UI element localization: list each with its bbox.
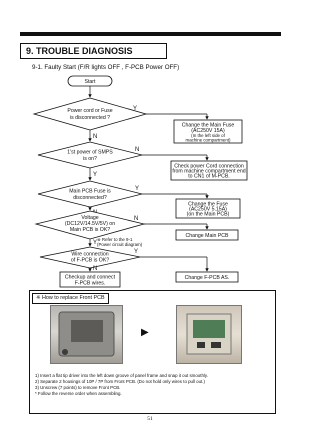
action-check-power-cord-line2: from machine compartment end bbox=[172, 168, 246, 175]
decision-voltage-line2: (DC12V/14.5V/5V) on bbox=[64, 221, 116, 227]
action-change-main-fuse-line1: Change the Main Fuse bbox=[181, 122, 235, 129]
action-change-main-fuse-line4: machine compartment) bbox=[185, 137, 231, 143]
subtitle: 9-1. Faulty Start (F/R lights OFF , F-PCB Power OFF) bbox=[32, 64, 180, 71]
arrow-right-icon: ▶ bbox=[141, 327, 149, 338]
decision-voltage-line1: Voltage bbox=[81, 215, 99, 221]
howto-step: 2) Separate 2 housings of 10P / 7P from Front PCB. (Do not hold only wires to pull out.) bbox=[35, 379, 205, 384]
action-change-fuse-line2: (AC250V 5.15A) bbox=[189, 206, 227, 213]
action-change-fuse-line1: Change the Fuse bbox=[188, 201, 228, 208]
yes-label: Y bbox=[93, 240, 98, 246]
note-line1: ※ Refer to the 9-1 bbox=[97, 237, 133, 242]
decision-main-pcb-fuse-line1: Main PCB Fuse is bbox=[69, 188, 111, 195]
page-number: 51 bbox=[147, 416, 153, 422]
yes-label: Y bbox=[133, 106, 138, 112]
action-change-main-fuse-line2: (AC250V 15A) bbox=[191, 128, 225, 134]
action-checkup-fpcb-wires-line2: F-PCB wires. bbox=[74, 280, 106, 287]
no-label: N bbox=[93, 266, 98, 272]
action-change-main-fuse-line3: (In the left side of bbox=[191, 133, 225, 138]
no-label: N bbox=[93, 134, 98, 140]
action-checkup-fpcb-wires-line1: Checkup and connect bbox=[64, 274, 116, 281]
howto-step: 1) Insert a flat tip driver into the left down groove of panel frame and snap it out smoothly. bbox=[35, 373, 208, 378]
no-label: N bbox=[134, 216, 139, 222]
yes-label: Y bbox=[93, 172, 98, 178]
decision-smps-line2: is on? bbox=[83, 156, 97, 162]
howto-step-note: * Follow the reverse order when assembling. bbox=[35, 391, 122, 396]
howto-steps bbox=[35, 373, 271, 397]
decision-smps-line1: 1'st power of SMPS bbox=[67, 149, 113, 156]
front-panel-photo bbox=[50, 305, 123, 364]
front-panel-illustration bbox=[51, 306, 122, 363]
howto-panel bbox=[29, 290, 276, 414]
yes-label: Y bbox=[135, 186, 140, 192]
howto-step: 3) Unscrew (7 points) to remove Front PCB. bbox=[35, 385, 121, 390]
start-label: Start bbox=[84, 79, 96, 85]
front-pcb-photo bbox=[176, 305, 242, 364]
no-label: N bbox=[135, 147, 140, 153]
decision-power-cord bbox=[34, 98, 146, 130]
note-line2: (Power circuit diagram) bbox=[97, 242, 143, 247]
yes-label: Y bbox=[134, 249, 139, 255]
action-check-power-cord-line3: to CN1 of M-PCB. bbox=[188, 173, 230, 180]
howto-title: ※ How to replace Front PCB bbox=[32, 293, 109, 304]
action-check-power-cord-line1: Check power Cord connection bbox=[174, 163, 244, 170]
decision-power-cord-line1: Power cord or Fuse bbox=[67, 108, 113, 114]
action-change-fpcb-label: Change F-PCB AS. bbox=[184, 275, 230, 281]
decision-wire-connection-line2: of F-PCB is OK? bbox=[70, 257, 110, 264]
decision-voltage-line3: Main PCB is OK? bbox=[69, 227, 111, 233]
front-pcb-illustration bbox=[177, 306, 241, 363]
decision-main-pcb-fuse-line2: disconnected? bbox=[73, 195, 107, 201]
action-change-fuse-line3: (on the Main PCB) bbox=[186, 211, 230, 218]
decision-wire-connection-line1: Wire connection bbox=[71, 251, 109, 258]
section-title: 9. TROUBLE DIAGNOSIS bbox=[20, 43, 167, 59]
decision-power-cord-line2: is disconnected ? bbox=[69, 115, 111, 121]
action-change-main-pcb-label: Change Main PCB bbox=[185, 233, 229, 239]
